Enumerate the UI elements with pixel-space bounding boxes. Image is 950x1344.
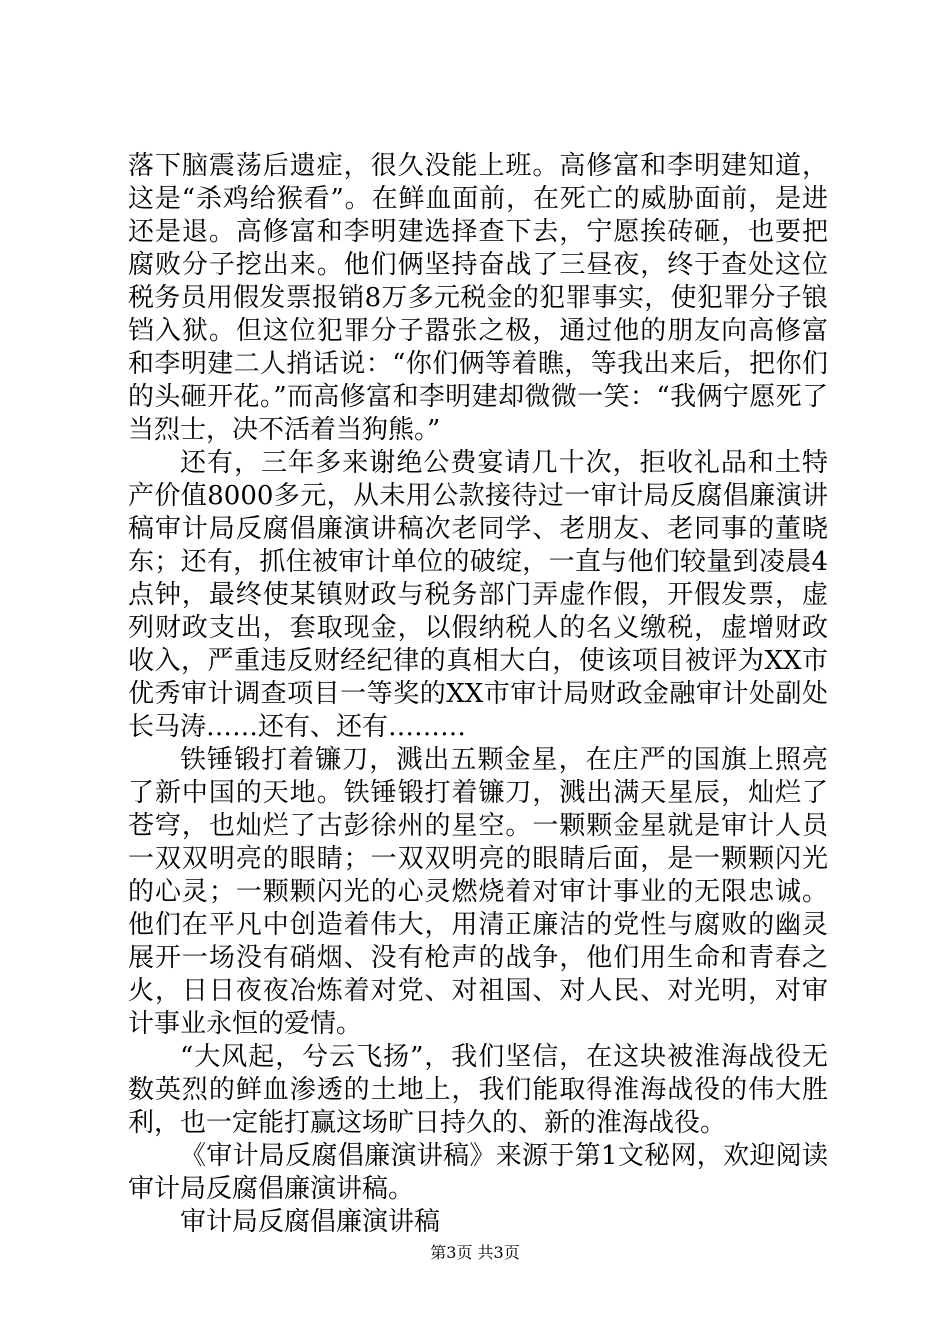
paragraph-continuation: 落下脑震荡后遗症，很久没能上班。高修富和李明建知道，这是“杀鸡给猴看”。在鲜血面前，在死亡的威胁面前，是进还是退。高修富和李明建选择查下去，宁愿挨砖砸，也要把腐败分子挖出来。他们俩坚持奋战了三昼夜，终于查处这位税务员用假发票报销8万多元税金的犯罪事实，使犯罪分子锒铛入狱。但这位犯罪分子嚣张之极，通过他的朋友向高修富和李明建二人捎话说：“你们俩等着瞧，等我出来后，把你们的头砸开花。”而高修富和李明建却微微一笑：“我俩宁愿死了当烈士，决不活着当狗熊。” <box>128 151 828 445</box>
paragraph-title-repeat: 审计局反腐倡廉演讲稿 <box>180 1207 441 1237</box>
paragraph-conclusion: “大风起，兮云飞扬”，我们坚信，在这块被淮海战役无数英烈的鲜血渗透的土地上，我们能取得淮海战役的伟大胜利，也一定能打赢这场旷日持久的、新的淮海战役。 <box>128 1042 828 1138</box>
document-body <box>128 150 828 1239</box>
page-footer: 第3页 共3页 <box>430 1243 520 1262</box>
paragraph-hammer-sickle: 铁锤锻打着镰刀，溅出五颗金星，在庄严的国旗上照亮了新中国的天地。铁锤锻打着镰刀，溅出满天星辰，灿烂了苍穹，也灿烂了古彭徐州的星空。一颗颗金星就是审计人员一双双明亮的眼睛；一双双明亮的眼睛后面，是一颗颗闪光的心灵；一颗颗闪光的心灵燃烧着对审计事业的无限忠诚。他们在平凡中创造着伟大，用清正廉洁的党性与腐败的幽灵展开一场没有硝烟、没有枪声的战争，他们用生命和青春之火，日日夜夜冶炼着对党、对祖国、对人民、对光明，对审计事业永恒的爱情。 <box>128 745 828 1039</box>
paragraph-examples: 还有，三年多来谢绝公费宴请几十次，拒收礼品和土特产价值8000多元，从未用公款接待过一审计局反腐倡廉演讲稿审计局反腐倡廉演讲稿次老同学、老朋友、老同事的董晓东；还有，抓住被审计单位的破绽，一直与他们较量到凌晨4点钟，最终使某镇财政与税务部门弄虚作假，开假发票，虚列财政支出，套取现金，以假纳税人的名义缴税，虚增财政收入，严重违反财经纪律的真相大白，使该项目被评为XX市优秀审计调查项目一等奖的XX市审计局财政金融审计处副处长马涛……还有、还有……… <box>128 448 828 742</box>
paragraph-source-note: 《审计局反腐倡廉演讲稿》来源于第1文秘网，欢迎阅读审计局反腐倡廉演讲稿。 <box>128 1141 828 1204</box>
